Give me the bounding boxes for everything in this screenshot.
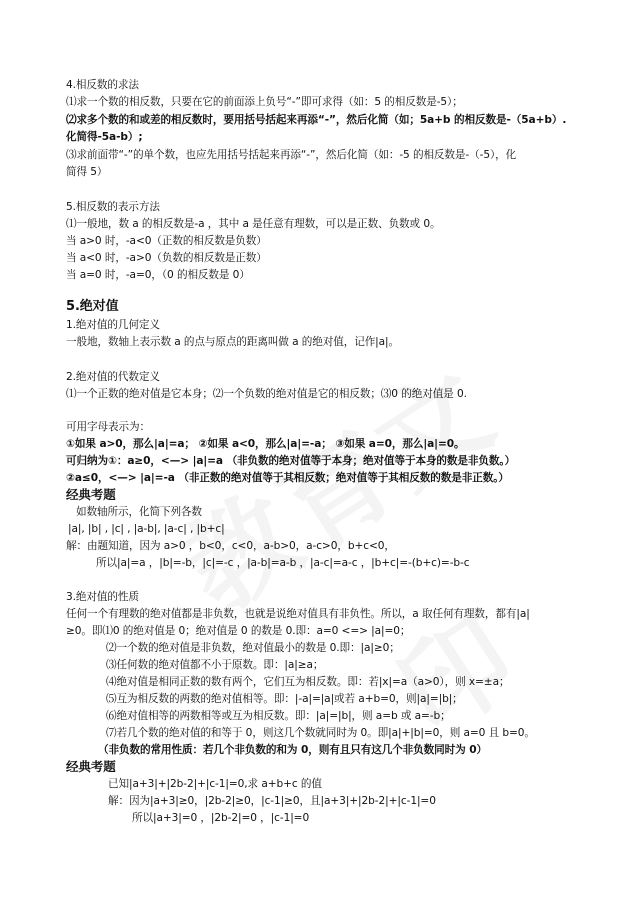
text-line: ②a≤0，<—> |a|=-a （非正数的绝对值等于其相反数；绝对值等于其相反数的数是非正数。） bbox=[66, 472, 509, 484]
text-line: ⑴一个正数的绝对值是它本身；⑵一个负数的绝对值是它的相反数；⑶0 的绝对值是 0. bbox=[66, 388, 467, 400]
text-line: 5.相反数的表示方法 bbox=[66, 201, 160, 213]
text-line: |a|, |b| , |c| , |a-b|, |a-c| , |b+c| bbox=[68, 523, 225, 535]
text-line: 任何一个有理数的绝对值都是非负数，也就是说绝对值具有非负性。所以，a 取任何有理数，都有|a| bbox=[66, 608, 530, 620]
text-line: 经典考题 bbox=[66, 487, 116, 502]
text-line: 当 a=0 时，-a=0，（0 的相反数是 0） bbox=[66, 269, 250, 281]
text-line: ①如果 a>0，那么|a|=a； ②如果 a<0，那么|a|=-a； ③如果 a=0，那么|a|=0。 bbox=[66, 438, 465, 450]
text-line: ⑸互为相反数的两数的绝对值相等。即：|-a|=|a|或若 a+b=0，则|a|=|b|； bbox=[106, 693, 463, 705]
text-line: 所以|a+3|=0 ，|2b-2|=0 ，|c-1|=0 bbox=[132, 812, 310, 824]
text-line: 当 a>0 时，-a<0（正数的相反数是负数） bbox=[66, 235, 267, 247]
text-line: 已知|a+3|+|2b-2|+|c-1|=0,求 a+b+c 的值 bbox=[108, 778, 322, 790]
text-line: ⑴一般地，数 a 的相反数是-a ，其中 a 是任意有理数，可以是正数、负数或 0。 bbox=[66, 218, 441, 230]
text-line: 2.绝对值的代数定义 bbox=[66, 371, 160, 383]
text-line: 解：由题知道，因为 a>0 ，b<0，c<0，a-b>0，a-c>0，b+c<0， bbox=[66, 540, 395, 552]
text-line: 1.绝对值的几何定义 bbox=[66, 319, 160, 331]
text-line: 所以|a|=a ，|b|=-b，|c|=-c ，|a-b|=a-b ，|a-c|=a-c ，|b+c|=-(b+c)=-b-c bbox=[96, 557, 470, 569]
text-line: ≥0。即⑴0 的绝对值是 0；绝对值是 0 的数是 0.即：a=0 <=> |a|=0； bbox=[66, 625, 411, 637]
text-line: ⑺若几个数的绝对值的和等于 0，则这几个数就同时为 0。即|a|+|b|=0，则 a=0 且 b=0。 bbox=[106, 727, 535, 739]
text-line: 如数轴所示，化简下列各数 bbox=[76, 506, 202, 518]
text-line: 4.相反数的求法 bbox=[66, 79, 139, 91]
text-line: ⑵求多个数的和或差的相反数时，要用括号括起来再添“-”，然后化简（如；5a+b 的相反数是-（5a+b）. bbox=[66, 114, 567, 126]
text-line: （非负数的常用性质：若几个非负数的和为 0，则有且只有这几个非负数同时为 0） bbox=[98, 744, 487, 756]
text-line: ⑶任何数的绝对值都不小于原数。即：|a|≥a； bbox=[106, 659, 324, 671]
text-line: 化简得-5a-b）; bbox=[66, 131, 143, 143]
text-line: ⑹绝对值相等的两数相等或互为相反数。即：|a|=|b|，则 a=b 或 a=-b； bbox=[106, 710, 451, 722]
text-line: 5.绝对值 bbox=[66, 299, 119, 314]
text-line: 当 a<0 时，-a>0（负数的相反数是正数） bbox=[66, 252, 267, 264]
text-line: 解：因为|a+3|≥0，|2b-2|≥0，|c-1|≥0，且|a+3|+|2b-2|+|c-1|=0 bbox=[108, 795, 436, 807]
text-line: 经典考题 bbox=[66, 759, 116, 774]
text-line: ⑷绝对值是相同正数的数有两个，它们互为相反数。即：若|x|=a（a>0），则 x=±a； bbox=[106, 676, 510, 688]
text-line: 可归纳为①：a≥0，<—> |a|=a （非负数的绝对值等于本身；绝对值等于本身的数是非负数。） bbox=[66, 455, 516, 467]
text-line: ⑴求一个数的相反数，只要在它的前面添上负号“-”即可求得（如：5 的相反数是-5）； bbox=[66, 96, 463, 108]
text-line: 一般地，数轴上表示数 a 的点与原点的距离叫做 a 的绝对值，记作|a|。 bbox=[66, 336, 400, 348]
text-line: ⑶求前面带“-”的单个数，也应先用括号括起来再添“-”，然后化简（如：-5 的相反数是-（-5），化 bbox=[66, 149, 517, 161]
text-line: 可用字母表示为： bbox=[66, 421, 150, 433]
text-line: 简得 5） bbox=[66, 166, 108, 178]
text-line: 3.绝对值的性质 bbox=[66, 591, 139, 603]
text-line: ⑵一个数的绝对值是非负数，绝对值最小的数是 0.即：|a|≥0； bbox=[106, 642, 400, 654]
